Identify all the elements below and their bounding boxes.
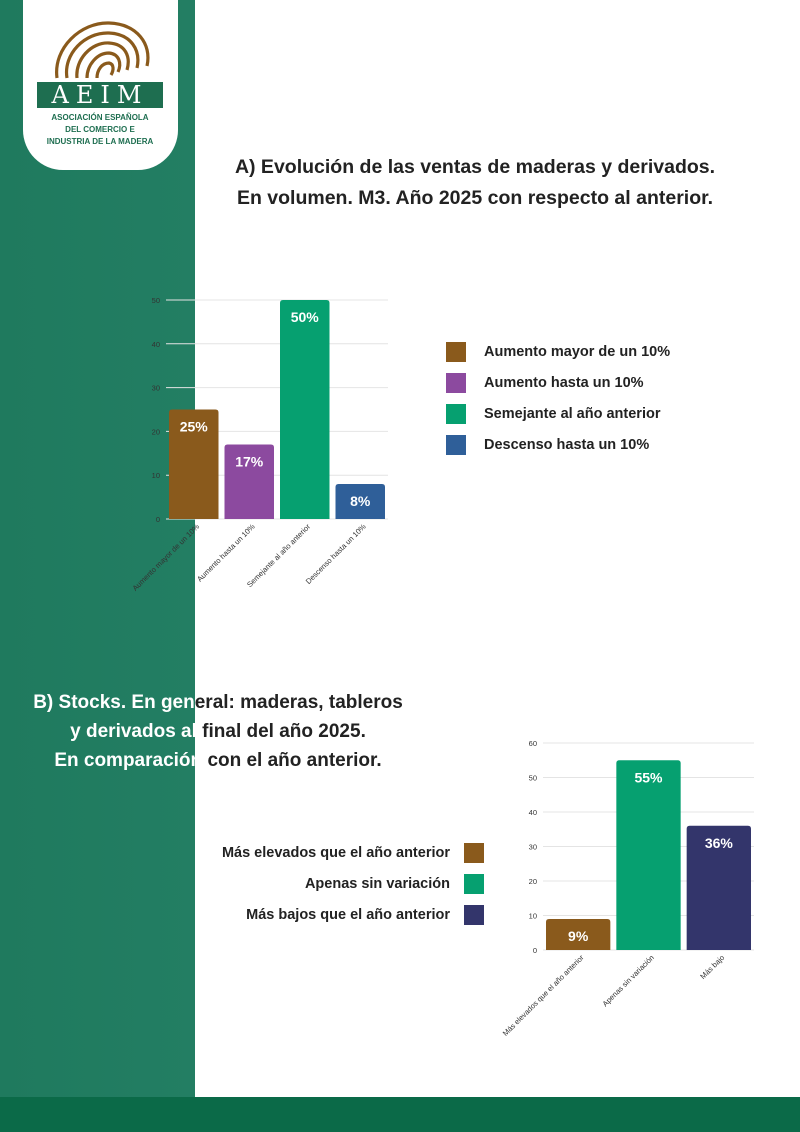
y-tick-label: 40 [528,808,537,817]
legend-label: Descenso hasta un 10% [484,436,650,453]
title-fragment: En comparación [54,750,208,771]
logo-wordmark: AEIM [37,82,163,108]
section-a-title-line: En volumen. M3. Año 2025 con respecto al anterior. [236,187,714,209]
title-fragment: final del año 2025. [202,721,366,742]
legend-label: Más bajos que el año anterior [246,906,450,923]
y-tick-label: 20 [151,427,160,437]
section-a-title-line: A) Evolución de las ventas de maderas y derivados. [234,156,716,178]
data-label: 25% [179,418,208,435]
x-tick-label: Más bajo [698,953,727,981]
x-tick-label: Aumento hasta un 10% [195,522,257,584]
title-fragment: con el año anterior. [207,750,382,771]
y-tick-label: 50 [151,296,160,305]
data-label: 17% [235,453,264,470]
data-label: 9% [568,927,589,944]
legend-label: Más elevados que el año anterior [221,844,450,861]
logo-subtitle-line: ASOCIACIÓN ESPAÑOLA [51,113,149,122]
y-tick-label: 10 [528,911,537,921]
y-tick-label: 60 [528,739,537,748]
x-tick-label: Apenas sin variación [600,953,656,1009]
data-label: 55% [634,769,663,786]
y-tick-label: 20 [528,877,537,886]
y-tick-label: 0 [532,946,537,955]
legend-label: Aumento mayor de un 10% [484,343,671,360]
logo-subtitle-line: INDUSTRIA DE LA MADERA [46,137,154,146]
bar [616,760,680,950]
legend-label: Semejante al año anterior [484,405,661,422]
x-tick-label: Aumento mayor de un 10% [130,522,202,593]
y-tick-label: 0 [155,515,160,524]
y-tick-label: 50 [528,773,537,783]
x-tick-label: Descenso hasta un 10% [303,522,368,586]
legend-label: Apenas sin variación [304,875,450,892]
x-tick-label: Más elevados que el año anterior [500,953,586,1038]
title-fragment: B) Stocks. En gen [33,692,195,713]
legend-label: Aumento hasta un 10% [484,374,644,391]
y-tick-label: 10 [151,471,160,481]
data-label: 36% [704,834,733,851]
y-tick-label: 30 [151,383,160,393]
data-label: 50% [290,309,319,325]
logo-subtitle-line: DEL COMERCIO E [65,125,135,134]
y-tick-label: 30 [528,842,537,852]
title-fragment: y derivados al [70,721,203,742]
data-label: 8% [350,492,371,509]
title-fragment: eral: maderas, tableros [194,692,403,713]
y-tick-label: 40 [151,339,160,349]
x-tick-label: Semejante al año anterior [245,522,313,590]
